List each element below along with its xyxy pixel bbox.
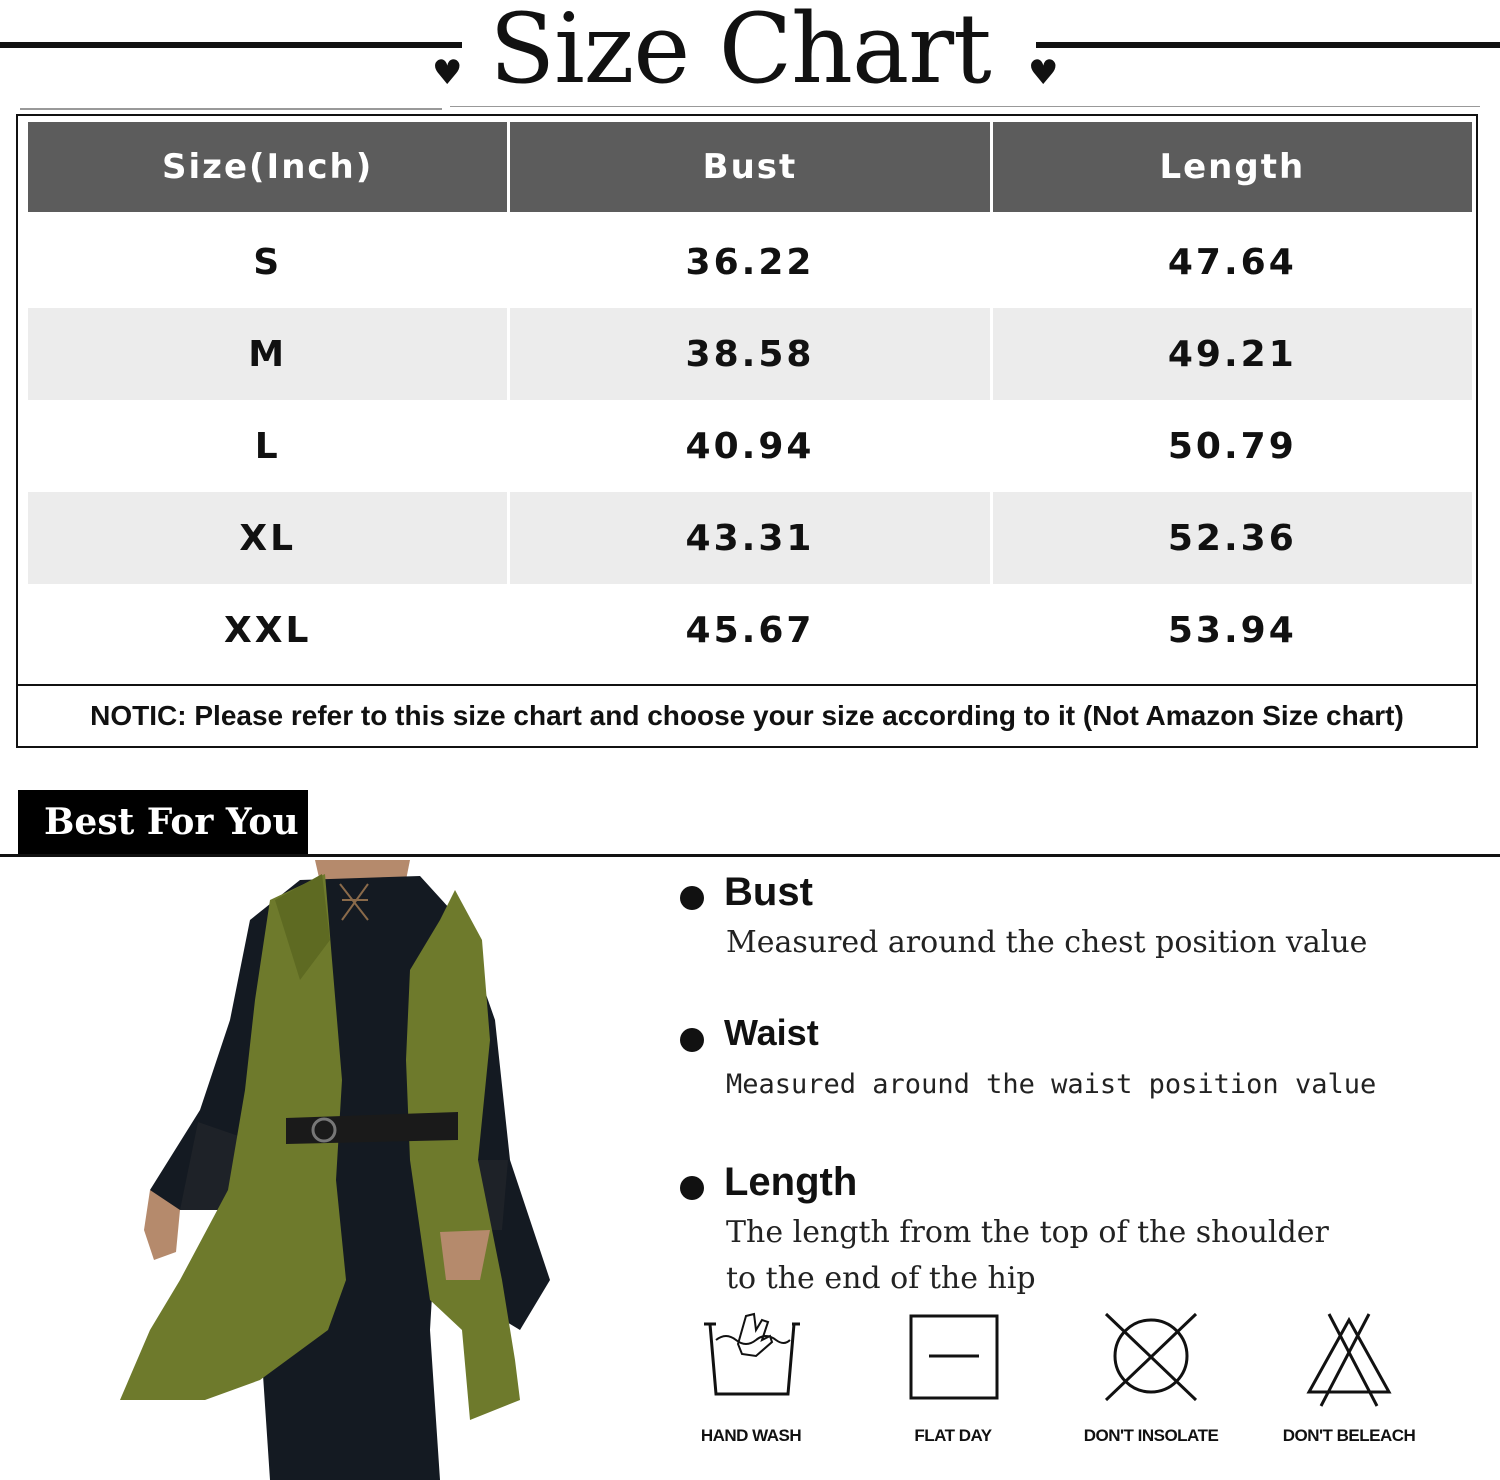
title-rule-left — [0, 42, 462, 48]
size-grid — [28, 122, 1472, 676]
size-chart-table — [16, 114, 1478, 748]
measure-description: Measured around the waist position value — [726, 1069, 1377, 1100]
header-length: Length — [990, 122, 1472, 212]
header-size: Size(Inch) — [28, 122, 507, 212]
heart-icon: ♥ — [1028, 53, 1059, 93]
table-row — [28, 216, 1472, 308]
table-row — [28, 492, 1472, 584]
care-label: FLAT DAY — [914, 1426, 992, 1445]
bullet-icon — [680, 1176, 704, 1200]
size-notice: NOTIC: Please refer to this size chart and choose your size according to it (Not Amazon Size chart) — [90, 700, 1404, 731]
length-cell: 50.79 — [990, 400, 1472, 492]
bust-cell: 45.67 — [507, 584, 989, 676]
header-bust: Bust — [507, 122, 989, 212]
table-row — [28, 400, 1472, 492]
care-label: HAND WASH — [700, 1426, 802, 1445]
bust-cell: 36.22 — [507, 216, 989, 308]
measure-description: The length from the top of the shoulder to the end of the hip — [726, 1215, 1329, 1296]
table-row — [28, 584, 1472, 676]
care-label: DON'T BELEACH — [1282, 1426, 1416, 1445]
size-cell: XL — [28, 492, 507, 584]
measure-title: Length — [724, 1160, 858, 1204]
care-label: DON'T INSOLATE — [1083, 1426, 1219, 1445]
section-rule — [0, 854, 1500, 857]
title-underline-left — [20, 108, 442, 110]
page-title: Size Chart — [489, 0, 991, 105]
bust-cell: 43.31 — [507, 492, 989, 584]
do-not-bleach-icon — [1299, 1310, 1399, 1410]
length-cell: 49.21 — [990, 308, 1472, 400]
flat-dry-icon — [903, 1310, 1003, 1410]
care-do-not-insolate — [1056, 1310, 1246, 1470]
care-do-not-bleach — [1254, 1310, 1444, 1470]
measure-title: Bust — [724, 870, 813, 914]
size-cell: M — [28, 308, 507, 400]
bullet-icon — [680, 1028, 704, 1052]
bust-cell: 40.94 — [507, 400, 989, 492]
table-row — [28, 308, 1472, 400]
care-hand-wash — [656, 1310, 846, 1470]
length-cell: 53.94 — [990, 584, 1472, 676]
model-photo — [110, 860, 570, 1480]
heart-icon: ♥ — [432, 53, 463, 93]
length-cell: 47.64 — [990, 216, 1472, 308]
bullet-icon — [680, 886, 704, 910]
size-cell: XXL — [223, 609, 312, 651]
measure-description: Measured around the chest position value — [726, 925, 1368, 960]
size-cell: L — [254, 425, 281, 467]
length-cell: 52.36 — [990, 492, 1472, 584]
hand-wash-icon — [696, 1310, 806, 1410]
section-tab: Best For You — [18, 790, 308, 854]
title-rule-right — [1036, 42, 1500, 48]
care-flat-dry — [858, 1310, 1048, 1470]
measure-title: Waist — [724, 1012, 819, 1053]
title-underline-right — [450, 106, 1480, 107]
size-cell: S — [253, 241, 283, 283]
do-not-tumble-icon — [1096, 1310, 1206, 1410]
table-header-row — [28, 122, 1472, 212]
bust-cell: 38.58 — [507, 308, 989, 400]
